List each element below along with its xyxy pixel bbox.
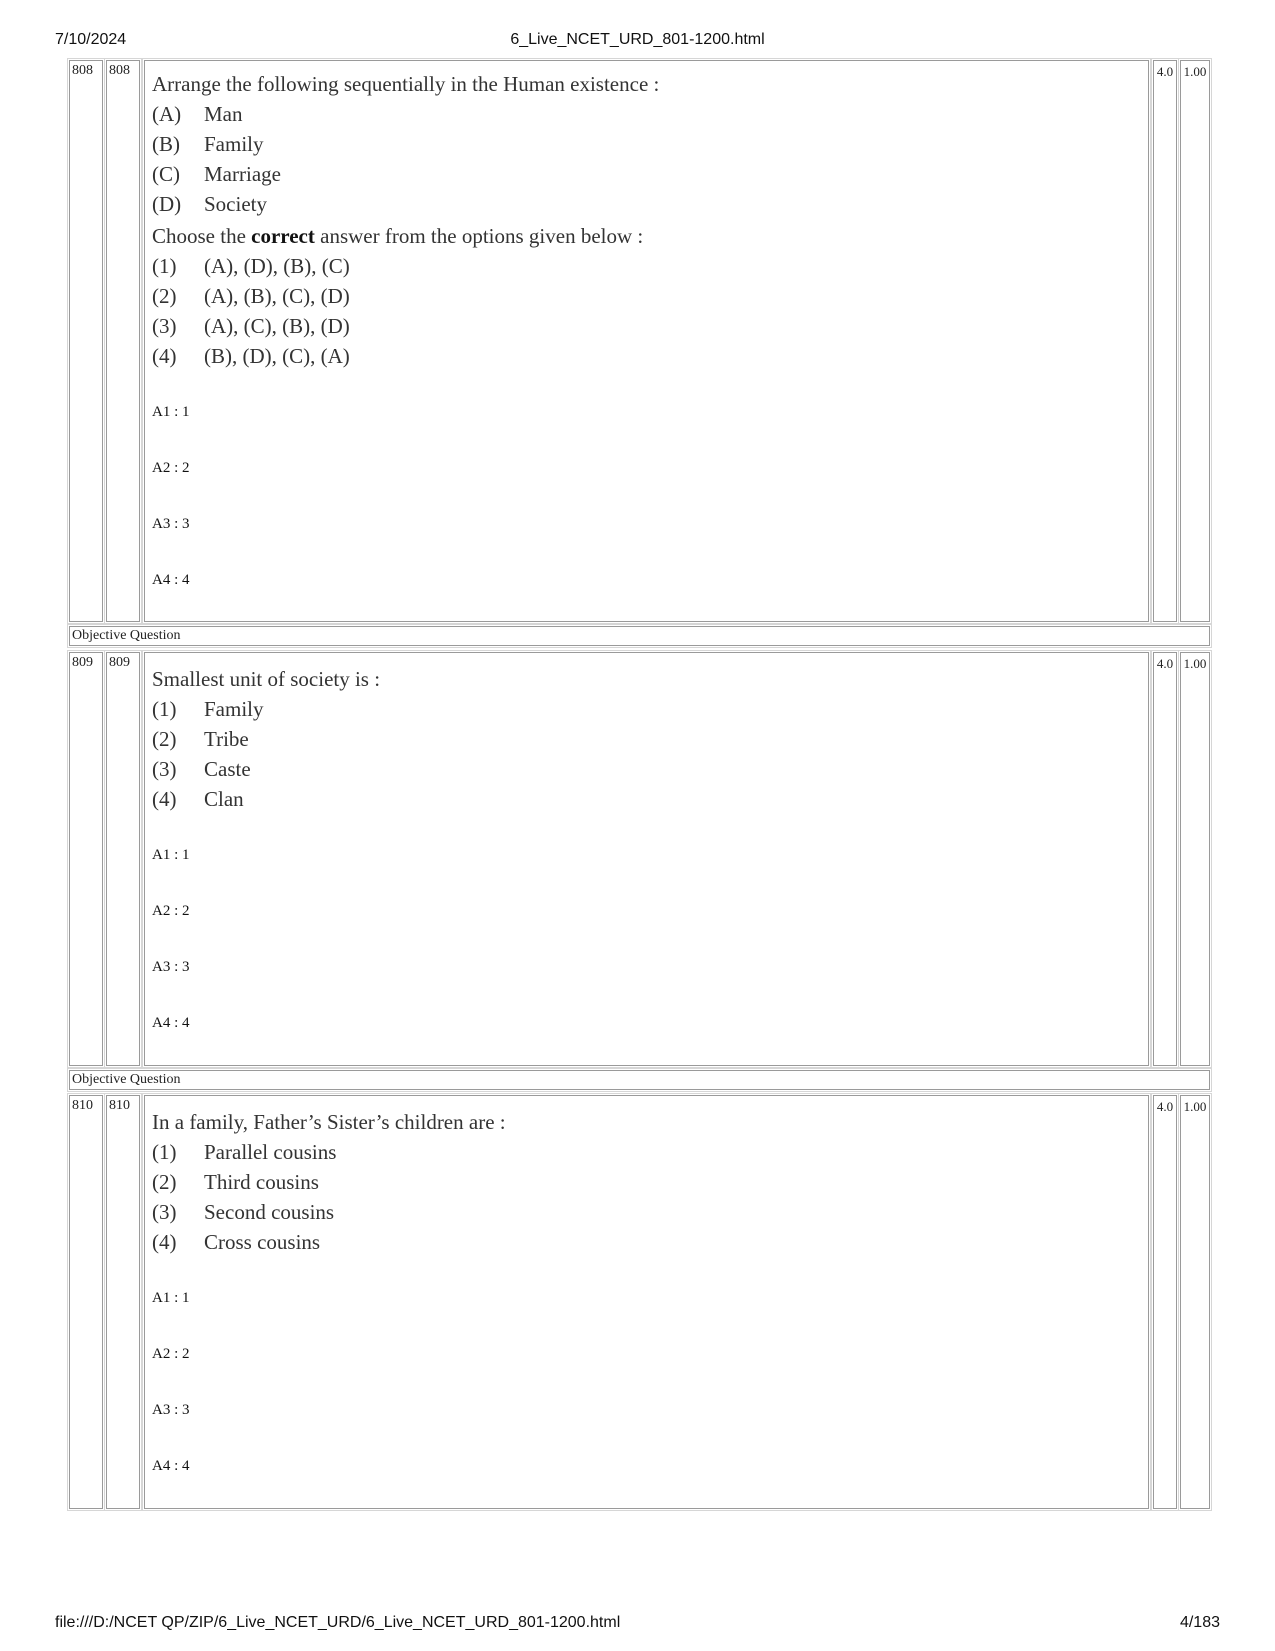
marks-value: 4.0 <box>1153 1095 1177 1509</box>
question-type-label: Objective Question <box>69 626 1210 646</box>
option-item: (2) Tribe <box>152 727 249 751</box>
option-item: (4) Clan <box>152 787 244 811</box>
answer-option: A1 : 1 <box>152 847 190 863</box>
serial-number: 808 <box>69 60 103 622</box>
question-stem: In a family, Father’s Sister’s children are : <box>152 1110 506 1134</box>
option-item: (4) Cross cousins <box>152 1230 321 1254</box>
option-item: (1) Parallel cousins <box>152 1140 337 1164</box>
instruction-text: Choose the correct answer from the options given below : <box>152 224 644 248</box>
question-id: 808 <box>106 60 140 622</box>
answer-option: A4 : 4 <box>152 1458 190 1474</box>
option-item: (1) (A), (D), (B), (C) <box>152 254 350 278</box>
negative-marks-value: 1.00 <box>1180 60 1210 622</box>
question-type-label: Objective Question <box>69 1070 1210 1090</box>
question-id: 810 <box>106 1095 140 1509</box>
question-810 <box>69 1095 1210 1509</box>
answer-option: A4 : 4 <box>152 572 190 588</box>
serial-number: 809 <box>69 652 103 1066</box>
option-item: (2) Third cousins <box>152 1170 319 1194</box>
answer-option: A2 : 2 <box>152 1346 190 1362</box>
answer-option: A1 : 1 <box>152 1290 190 1306</box>
answer-option: A3 : 3 <box>152 1402 190 1418</box>
answer-option: A1 : 1 <box>152 404 190 420</box>
question-808 <box>69 60 1210 643</box>
question-text <box>152 1107 506 1257</box>
marks-value: 4.0 <box>1153 652 1177 1066</box>
page-number: 4/183 <box>1179 1614 1220 1631</box>
list-item: (D) Society <box>152 192 267 216</box>
question-809 <box>69 652 1210 1087</box>
answer-option: A2 : 2 <box>152 460 190 476</box>
question-stem: Arrange the following sequentially in the Human existence : <box>152 72 660 96</box>
option-item: (3) Caste <box>152 757 251 781</box>
answer-option: A3 : 3 <box>152 959 190 975</box>
option-item: (3) (A), (C), (B), (D) <box>152 314 350 338</box>
list-item: (C) Marriage <box>152 162 281 186</box>
option-item: (3) Second cousins <box>152 1200 335 1224</box>
print-date: 7/10/2024 <box>55 31 127 48</box>
question-text <box>152 69 659 371</box>
answer-option: A2 : 2 <box>152 903 190 919</box>
option-item: (1) Family <box>152 697 264 721</box>
question-id: 809 <box>106 652 140 1066</box>
document-title: 6_Live_NCET_URD_801-1200.html <box>510 31 765 48</box>
answer-option: A3 : 3 <box>152 516 190 532</box>
answer-option: A4 : 4 <box>152 1015 190 1031</box>
negative-marks-value: 1.00 <box>1180 1095 1210 1509</box>
option-item: (4) (B), (D), (C), (A) <box>152 344 350 368</box>
serial-number: 810 <box>69 1095 103 1509</box>
list-item: (A) Man <box>152 102 243 126</box>
negative-marks-value: 1.00 <box>1180 652 1210 1066</box>
question-stem: Smallest unit of society is : <box>152 667 381 691</box>
option-item: (2) (A), (B), (C), (D) <box>152 284 350 308</box>
file-path: file:///D:/NCET QP/ZIP/6_Live_NCET_URD/6_Live_NCET_URD_801-1200.html <box>55 1614 621 1631</box>
list-item: (B) Family <box>152 132 264 156</box>
marks-value: 4.0 <box>1153 60 1177 622</box>
question-text <box>152 664 380 814</box>
